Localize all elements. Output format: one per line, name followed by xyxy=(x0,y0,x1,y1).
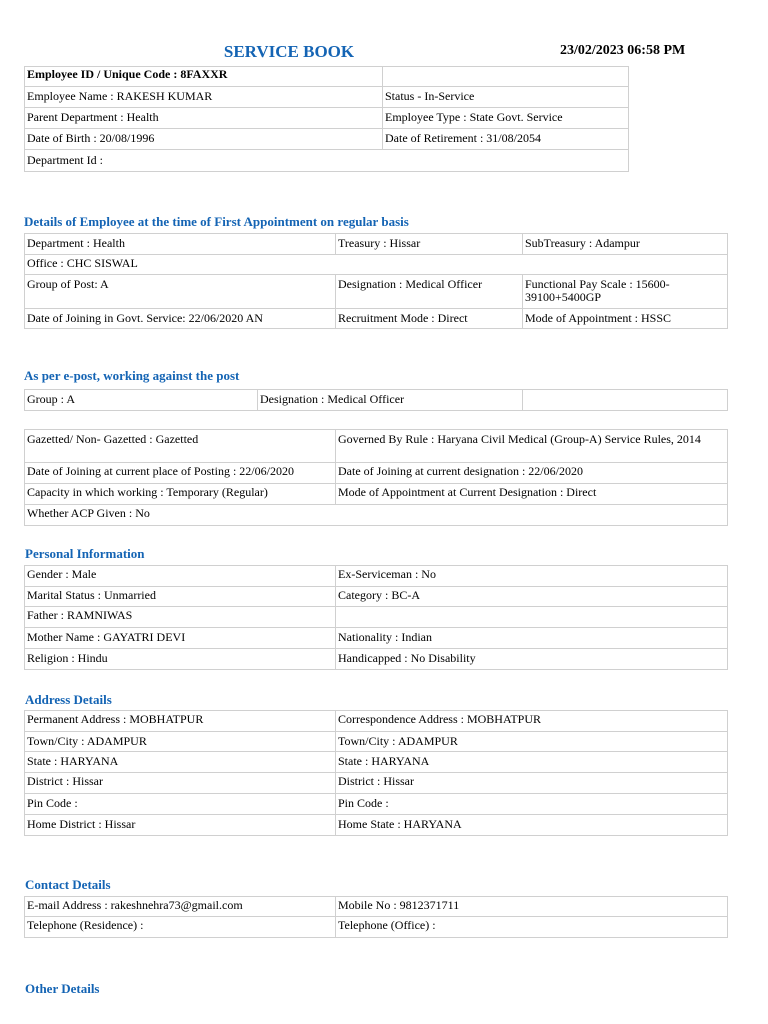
gender: Gender : Male xyxy=(25,566,336,587)
district-correspondence: District : Hissar xyxy=(336,773,728,794)
fa-designation: Designation : Medical Officer xyxy=(336,275,523,309)
fa-treasury: Treasury : Hissar xyxy=(336,234,523,255)
fa-recruitment: Recruitment Mode : Direct xyxy=(336,309,523,329)
contact-table xyxy=(24,896,728,938)
table-row xyxy=(25,390,728,411)
contact-heading: Contact Details xyxy=(25,877,111,892)
correspondence-address: Correspondence Address : MOBHATPUR xyxy=(336,711,728,732)
town-permanent: Town/City : ADAMPUR xyxy=(25,732,336,752)
other-heading: Other Details xyxy=(25,981,100,996)
epost-gazetted: Gazetted/ Non- Gazetted : Gazetted xyxy=(25,430,336,463)
table-row xyxy=(25,108,629,129)
employee-table xyxy=(24,66,629,172)
empty-cell xyxy=(383,67,629,87)
table-row xyxy=(25,430,728,463)
fa-joining: Date of Joining in Govt. Service: 22/06/2020 AN xyxy=(25,309,336,329)
table-row xyxy=(25,917,728,938)
personal-heading: Personal Information xyxy=(25,546,145,561)
table-row xyxy=(25,255,728,275)
table-row xyxy=(25,87,629,108)
ex-serviceman: Ex-Serviceman : No xyxy=(336,566,728,587)
email-address: E-mail Address : rakeshnehra73@gmail.com xyxy=(25,897,336,917)
empty-cell xyxy=(336,607,728,628)
table-row xyxy=(25,129,629,150)
handicapped: Handicapped : No Disability xyxy=(336,649,728,670)
table-row xyxy=(25,566,728,587)
religion: Religion : Hindu xyxy=(25,649,336,670)
table-row xyxy=(25,463,728,484)
fa-office: Office : CHC SISWAL xyxy=(25,255,728,275)
pin-permanent: Pin Code : xyxy=(25,794,336,815)
epost-details-table xyxy=(24,429,728,526)
table-row xyxy=(25,484,728,505)
fa-group: Group of Post: A xyxy=(25,275,336,309)
table-row xyxy=(25,752,728,773)
fa-subtreasury: SubTreasury : Adampur xyxy=(523,234,728,255)
address-table xyxy=(24,710,728,836)
epost-acp: Whether ACP Given : No xyxy=(25,505,728,526)
marital-status: Marital Status : Unmarried xyxy=(25,587,336,607)
pin-correspondence: Pin Code : xyxy=(336,794,728,815)
epost-joining-designation: Date of Joining at current designation : 22/06/2020 xyxy=(336,463,728,484)
employee-id: Employee ID / Unique Code : 8FAXXR xyxy=(25,67,383,87)
epost-mode-current: Mode of Appointment at Current Designation : Direct xyxy=(336,484,728,505)
table-row xyxy=(25,275,728,309)
table-row xyxy=(25,234,728,255)
mother-name: Mother Name : GAYATRI DEVI xyxy=(25,628,336,649)
nationality: Nationality : Indian xyxy=(336,628,728,649)
table-row xyxy=(25,67,629,87)
personal-table xyxy=(24,565,728,670)
telephone-office: Telephone (Office) : xyxy=(336,917,728,938)
parent-department: Parent Department : Health xyxy=(25,108,383,129)
empty-cell xyxy=(523,390,728,411)
table-row xyxy=(25,309,728,329)
epost-post-table xyxy=(24,389,728,411)
table-row xyxy=(25,607,728,628)
page-title: SERVICE BOOK xyxy=(223,42,355,61)
employee-type: Employee Type : State Govt. Service xyxy=(383,108,629,129)
epost-heading: As per e-post, working against the post xyxy=(24,368,240,383)
table-row xyxy=(25,815,728,836)
town-correspondence: Town/City : ADAMPUR xyxy=(336,732,728,752)
table-row xyxy=(25,897,728,917)
father-name: Father : RAMNIWAS xyxy=(25,607,336,628)
epost-joining-place: Date of Joining at current place of Posting : 22/06/2020 xyxy=(25,463,336,484)
table-row xyxy=(25,711,728,732)
department-id: Department Id : xyxy=(25,150,629,172)
epost-group: Group : A xyxy=(25,390,258,411)
table-row xyxy=(25,587,728,607)
report-datetime: 23/02/2023 06:58 PM xyxy=(560,43,686,58)
table-row xyxy=(25,732,728,752)
date-of-birth: Date of Birth : 20/08/1996 xyxy=(25,129,383,150)
employee-name: Employee Name : RAKESH KUMAR xyxy=(25,87,383,108)
table-row xyxy=(25,649,728,670)
table-row xyxy=(25,628,728,649)
first-appointment-heading: Details of Employee at the time of First Appointment on regular basis xyxy=(24,214,409,229)
state-correspondence: State : HARYANA xyxy=(336,752,728,773)
home-state: Home State : HARYANA xyxy=(336,815,728,836)
table-row xyxy=(25,773,728,794)
epost-governed: Governed By Rule : Haryana Civil Medical (Group-A) Service Rules, 2014 xyxy=(336,430,728,463)
fa-department: Department : Health xyxy=(25,234,336,255)
category: Category : BC-A xyxy=(336,587,728,607)
home-district: Home District : Hissar xyxy=(25,815,336,836)
address-heading: Address Details xyxy=(25,692,112,707)
table-row xyxy=(25,794,728,815)
state-permanent: State : HARYANA xyxy=(25,752,336,773)
table-row xyxy=(25,505,728,526)
fa-pay-scale: Functional Pay Scale : 15600-39100+5400GP xyxy=(523,275,728,309)
table-row xyxy=(25,150,629,172)
mobile-number: Mobile No : 9812371711 xyxy=(336,897,728,917)
permanent-address: Permanent Address : MOBHATPUR xyxy=(25,711,336,732)
first-appointment-table xyxy=(24,233,728,329)
epost-capacity: Capacity in which working : Temporary (Regular) xyxy=(25,484,336,505)
telephone-residence: Telephone (Residence) : xyxy=(25,917,336,938)
fa-mode: Mode of Appointment : HSSC xyxy=(523,309,728,329)
epost-designation: Designation : Medical Officer xyxy=(258,390,523,411)
date-of-retirement: Date of Retirement : 31/08/2054 xyxy=(383,129,629,150)
employee-status: Status - In-Service xyxy=(383,87,629,108)
district-permanent: District : Hissar xyxy=(25,773,336,794)
